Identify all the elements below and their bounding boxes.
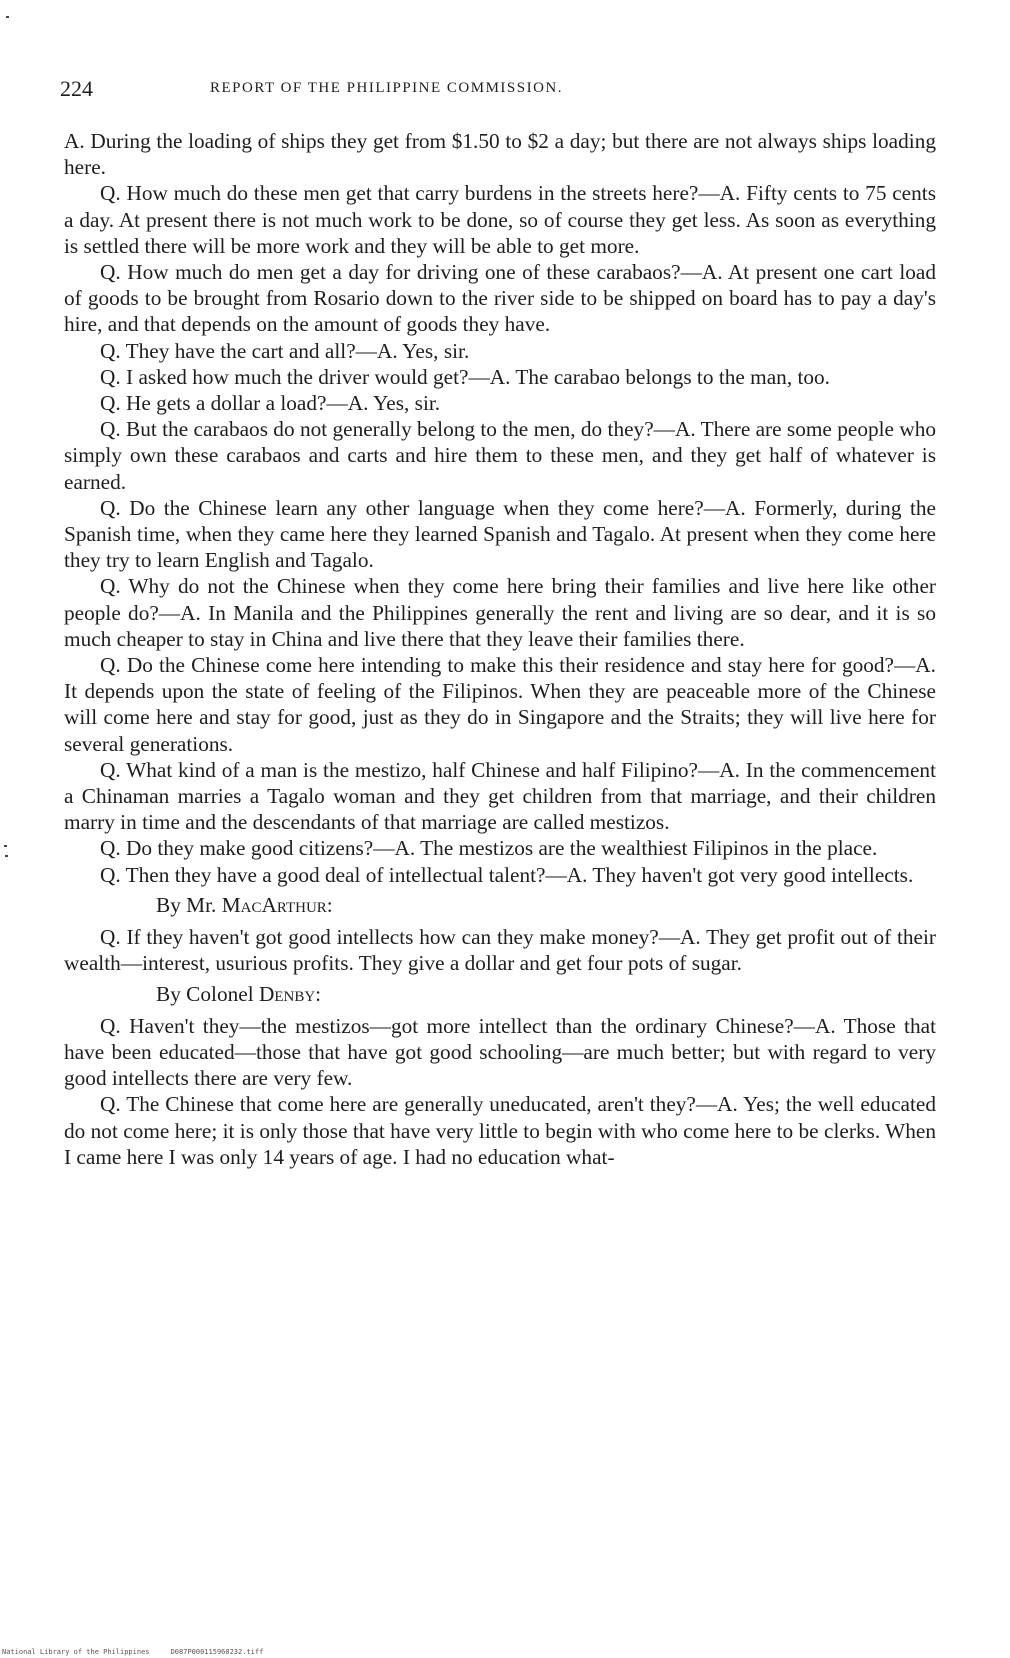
examiner-suffix: : [326,892,333,917]
running-title: REPORT OF THE PHILIPPINE COMMISSION. [210,80,564,96]
paragraph: Q. Do the Chinese come here intending to make this their residence and stay here for good?—A. It depends upon the state of feeling of the Filipinos. When they are peaceable more of the Chinese will come here and stay for good, just as they do in Singapore and the Straits; they will live here for several generations. [64,653,936,756]
examiner-heading [156,981,936,1007]
paragraph: Q. I asked how much the driver would get?—A. The carabao belongs to the man, too. [100,364,831,389]
paragraph: Q. Why do not the Chinese when they come here bring their families and live here like other people do?—A. In Manila and the Philippines generally the rent and living are so dear, and it is so much cheaper to stay in China and live there that they leave their families there. [64,574,936,651]
paragraph: Q. How much do these men get that carry burdens in the streets here?—A. Fifty cents to 75 cents a day. At present there is not much work to be done, so of course they get less. As soon as everything is settled there will be more work and they will be able to get more. [64,181,936,258]
footer-file: D087P000115960232.tiff [170,1648,264,1656]
paragraph: Q. Do they make good citizens?—A. The mestizos are the wealthiest Filipinos in the place. [100,836,878,861]
paragraph: Q. What kind of a man is the mestizo, half Chinese and half Filipino?—A. In the commencement a Chinaman marries a Tagalo woman and they get children from that marriage, and their children marry in time and the descendants of that marriage are called mestizos. [64,757,936,835]
examiner-name: MacArthur [221,892,327,917]
scan-speck [5,855,8,857]
paragraph: Q. If they haven't got good intellects how can they make money?—A. They get profit out of their wealth—interest, usurious profits. They give a dollar and get four pots of sugar. [64,925,936,976]
paragraph: Q. Haven't they—the mestizos—got more intellect than the ordinary Chinese?—A. Those that have been educated—those that have got good schooling—are much better; but with regard to very good intellects there are very few. [64,1013,936,1091]
paragraph: A. During the loading of ships they get from $1.50 to $2 a day; but there are not always ships loading here. [64,129,936,180]
paragraph: Q. The Chinese that come here are generally uneducated, aren't they?—A. Yes; the well educated do not come here; it is only those that have very little to begin with who come here to be clerks. When I came here I was only 14 years of age. I had no education what- [64,1092,936,1169]
paragraph: Q. Then they have a good deal of intellectual talent?—A. They haven't got very good intellects. [100,862,914,887]
scan-speck [4,845,7,847]
examiner-prefix: By Mr. [156,892,222,917]
scan-footer [2,1648,263,1656]
paragraph: Q. How much do men get a day for driving one of these carabaos?—A. At present one cart load of goods to be brought from Rosario down to the river side to be shipped on board has to pay a day's hire, and that depends on the amount of goods they have. [64,260,936,337]
examiner-name: Denby [258,981,316,1006]
footer-library: National Library of the Philippines [2,1648,150,1656]
paragraph: Q. He gets a dollar a load?—A. Yes, sir. [100,391,441,416]
paragraph: Q. They have the cart and all?—A. Yes, sir. [100,338,470,363]
page-number: 224 [60,76,93,101]
paragraph: Q. Do the Chinese learn any other language when they come here?—A. Formerly, during the Spanish time, when they came here they learned Spanish and Tagalo. At present when they come here they try to learn English and Tagalo. [64,495,936,573]
paragraph: Q. But the carabaos do not generally belong to the men, do they?—A. There are some people who simply own these carabaos and carts and hire them to these men, and they get half of whatever is earned. [64,417,936,494]
examiner-prefix: By Colonel [156,981,259,1006]
scan-speck [6,16,9,18]
page-header [60,76,970,108]
body-text [64,128,936,1170]
examiner-suffix: : [315,981,322,1006]
examiner-heading [156,892,936,918]
